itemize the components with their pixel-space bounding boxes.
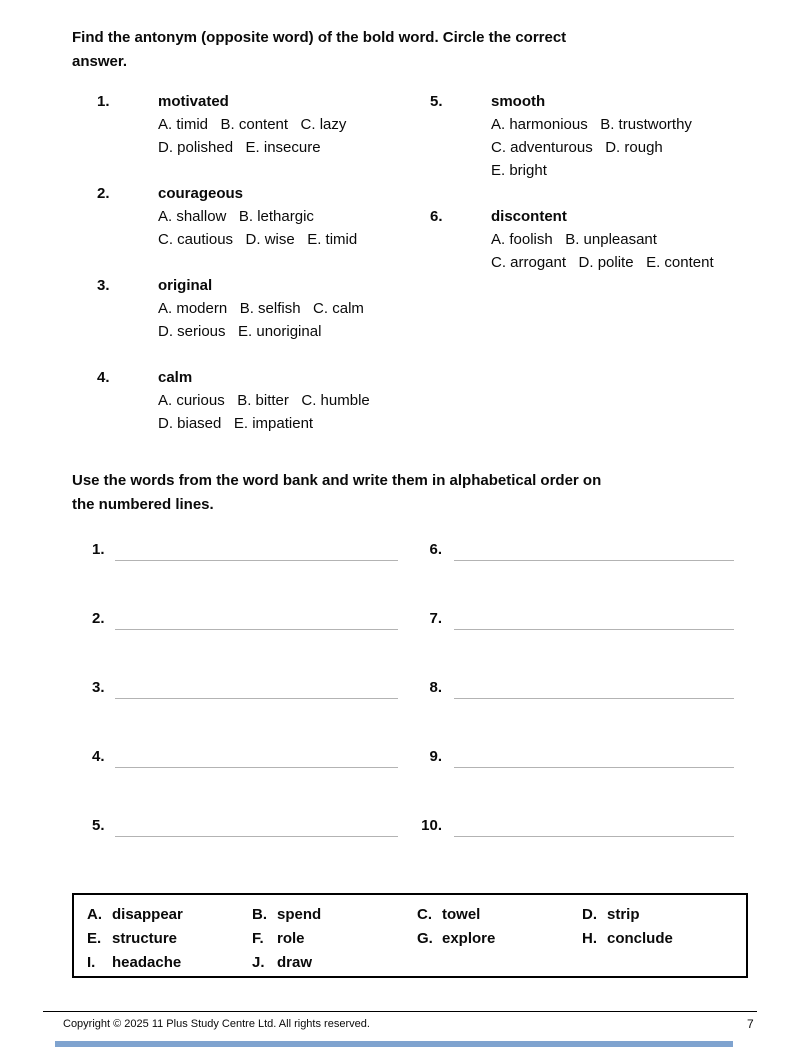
- word-bank-item: [417, 927, 582, 951]
- word-bank-item: [582, 903, 746, 927]
- answer-line-row: [420, 745, 734, 768]
- antonym-instruction: [72, 26, 712, 74]
- answer-line-number: 8.: [429, 679, 442, 696]
- question-item: [430, 90, 775, 182]
- answer-line-row: [92, 607, 398, 630]
- answer-blank-line[interactable]: [454, 816, 734, 837]
- answer-line-row: [92, 814, 398, 837]
- word-bank-box: [72, 893, 748, 978]
- questions-column-left: [97, 90, 442, 458]
- question-options-line: C. adventurous D. rough: [491, 139, 663, 156]
- answer-blank-line[interactable]: [115, 540, 398, 561]
- word-bank-word: explore: [442, 930, 496, 947]
- word-bank-letter: J.: [252, 954, 265, 971]
- word-bank-item: [87, 951, 252, 975]
- answer-line-number: 6.: [429, 541, 442, 558]
- question-item: [430, 205, 775, 274]
- answer-lines-left: [92, 538, 398, 883]
- word-bank-letter: G.: [417, 930, 433, 947]
- question-options-line: A. harmonious B. trustworthy: [491, 116, 692, 133]
- footer-accent-bar: [55, 1041, 733, 1047]
- word-bank-item: [252, 903, 417, 927]
- word-bank-letter: A.: [87, 906, 102, 923]
- question-options-line: A. shallow B. lethargic: [158, 208, 314, 225]
- question-number: 1.: [97, 93, 110, 110]
- answer-line-row: [420, 538, 734, 561]
- question-number: 6.: [430, 208, 443, 225]
- answer-line-row: [420, 607, 734, 630]
- answer-blank-line[interactable]: [115, 747, 398, 768]
- instruction-line: Use the words from the word bank and write them in alphabetical order on: [72, 472, 602, 489]
- word-bank-letter: F.: [252, 930, 264, 947]
- footer-divider: [43, 1011, 757, 1012]
- word-bank-item: [87, 903, 252, 927]
- question-options-line: A. timid B. content C. lazy: [158, 116, 347, 133]
- question-word: courageous: [158, 185, 244, 202]
- word-bank-letter: E.: [87, 930, 102, 947]
- question-body: [491, 205, 714, 274]
- instruction-line: answer.: [72, 53, 128, 70]
- answer-line-number: 7.: [429, 610, 442, 627]
- word-bank-word: draw: [277, 954, 313, 971]
- question-options-line: D. serious E. unoriginal: [158, 323, 322, 340]
- question-item: [97, 90, 442, 159]
- answer-line-number: 5.: [92, 817, 105, 834]
- question-number: 3.: [97, 277, 110, 294]
- word-bank-word: conclude: [607, 930, 673, 947]
- answer-line-row: [92, 538, 398, 561]
- word-bank-word: spend: [277, 906, 322, 923]
- word-bank-letter: B.: [252, 906, 267, 923]
- question-word: smooth: [491, 93, 546, 110]
- instruction-line: Find the antonym (opposite word) of the bold word. Circle the correct: [72, 29, 567, 46]
- question-body: [158, 90, 346, 159]
- word-bank-letter: D.: [582, 906, 597, 923]
- question-options-line: A. foolish B. unpleasant: [491, 231, 657, 248]
- question-body: [158, 274, 364, 343]
- question-options-line: A. curious B. bitter C. humble: [158, 392, 370, 409]
- answer-blank-line[interactable]: [454, 609, 734, 630]
- answer-line-number: 10.: [421, 817, 442, 834]
- answer-line-number: 3.: [92, 679, 105, 696]
- question-body: [158, 182, 357, 251]
- answer-line-row: [92, 676, 398, 699]
- answer-blank-line[interactable]: [115, 678, 398, 699]
- word-bank-grid: [74, 895, 746, 975]
- word-bank-word: headache: [112, 954, 182, 971]
- question-word: motivated: [158, 93, 229, 110]
- word-bank-item: [252, 951, 417, 975]
- word-bank-word: strip: [607, 906, 640, 923]
- question-number: 5.: [430, 93, 443, 110]
- word-bank-word: towel: [442, 906, 481, 923]
- question-options-line: D. biased E. impatient: [158, 415, 314, 432]
- answer-line-row: [92, 745, 398, 768]
- word-bank-item: [582, 927, 746, 951]
- word-bank-word: role: [277, 930, 305, 947]
- answer-line-row: [420, 814, 734, 837]
- instruction-line: the numbered lines.: [72, 496, 214, 513]
- question-options-line: E. bright: [491, 162, 547, 179]
- answer-line-number: 1.: [92, 541, 105, 558]
- word-bank-letter: H.: [582, 930, 597, 947]
- question-item: [97, 274, 442, 343]
- question-options-line: D. polished E. insecure: [158, 139, 321, 156]
- word-bank-word: disappear: [112, 906, 183, 923]
- answer-line-number: 9.: [429, 748, 442, 765]
- answer-lines-right: [420, 538, 734, 883]
- questions-column-right: [430, 90, 775, 297]
- answer-line-number: 2.: [92, 610, 105, 627]
- answer-blank-line[interactable]: [454, 747, 734, 768]
- word-bank-item: [252, 927, 417, 951]
- footer-page-number: 7: [747, 1017, 754, 1031]
- answer-blank-line[interactable]: [115, 816, 398, 837]
- answer-line-row: [420, 676, 734, 699]
- answer-blank-line[interactable]: [115, 609, 398, 630]
- answer-blank-line[interactable]: [454, 540, 734, 561]
- question-body: [158, 366, 370, 435]
- word-bank-letter: C.: [417, 906, 432, 923]
- answer-line-number: 4.: [92, 748, 105, 765]
- word-bank-item: [87, 927, 252, 951]
- question-word: discontent: [491, 208, 567, 225]
- question-options-line: C. arrogant D. polite E. content: [491, 254, 714, 271]
- answer-blank-line[interactable]: [454, 678, 734, 699]
- word-bank-letter: I.: [87, 954, 96, 971]
- question-word: original: [158, 277, 213, 294]
- word-bank-word: structure: [112, 930, 178, 947]
- question-number: 2.: [97, 185, 110, 202]
- question-body: [491, 90, 692, 182]
- footer-copyright: Copyright © 2025 11 Plus Study Centre Ltd. All rights reserved.: [63, 1018, 370, 1030]
- question-options-line: C. cautious D. wise E. timid: [158, 231, 358, 248]
- question-word: calm: [158, 369, 193, 386]
- question-number: 4.: [97, 369, 110, 386]
- question-item: [97, 366, 442, 435]
- word-bank-item: [417, 903, 582, 927]
- question-options-line: A. modern B. selfish C. calm: [158, 300, 364, 317]
- alphabetical-instruction: [72, 469, 712, 517]
- question-item: [97, 182, 442, 251]
